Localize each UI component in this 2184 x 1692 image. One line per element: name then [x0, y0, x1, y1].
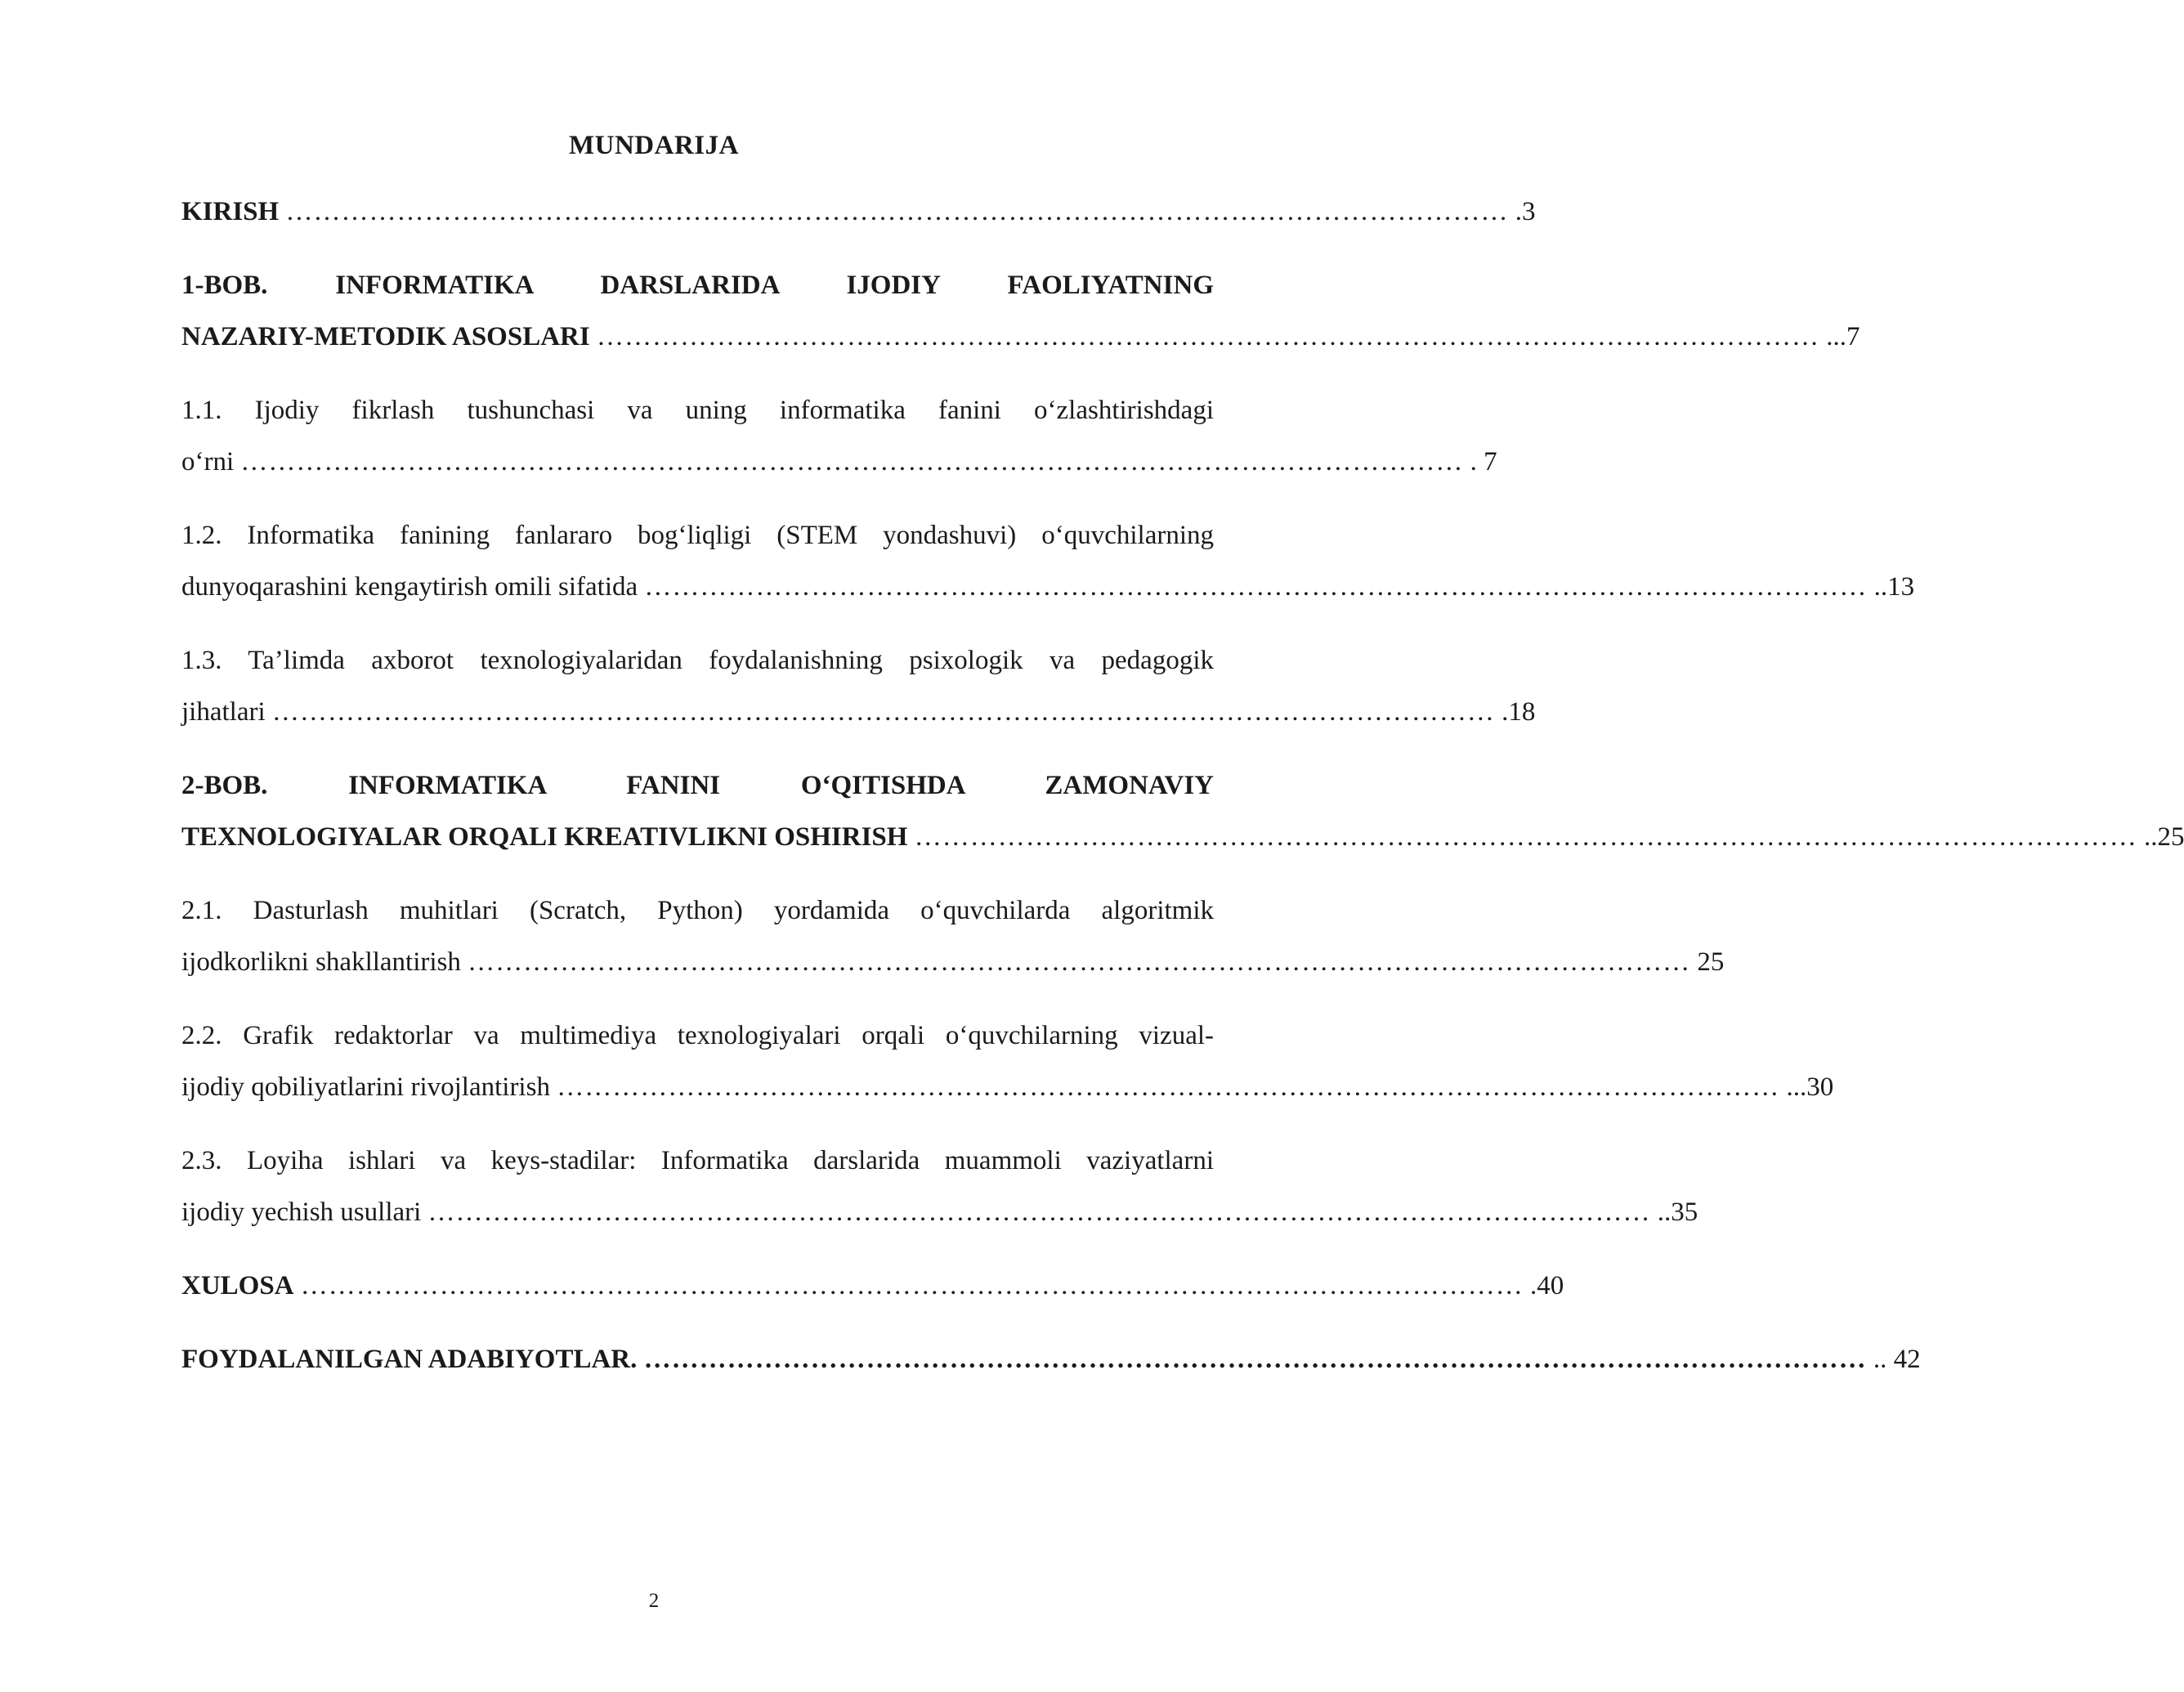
dot-leader: …………………………………………………………………………………………………………………… — [644, 572, 1868, 602]
entry-page-number: .. 42 — [1873, 1345, 1921, 1374]
entry-page-number: 25 — [1697, 947, 1725, 977]
entry-title-line-1: 1.1. Ijodiy fikrlash tushunchasi va uning informatika fanini o‘zlashtirishdagi — [181, 396, 1214, 425]
toc-entry-adabiyotlar[interactable] — [181, 1334, 1921, 1385]
entry-page-number: .18 — [1502, 697, 1536, 727]
dot-leader: …………………………………………………………………………………………………………………… — [427, 1197, 1651, 1227]
dot-leader: …………………………………………………………………………………………………………………… — [596, 322, 1819, 351]
toc-entry-kirish[interactable] — [181, 186, 1536, 238]
entry-title-line-2: ijodkorlikni shakllantirish — [181, 947, 461, 977]
entry-title-line-2: ijodiy yechish usullari — [181, 1197, 422, 1227]
entry-title-line-1: 2.2. Grafik redaktorlar va multimediya texnologiyalari orqali o‘quvchilarning vizual- — [181, 1021, 1214, 1050]
entry-page-number: ...7 — [1826, 322, 1860, 351]
toc-entry-section-1-2[interactable] — [181, 510, 1915, 613]
toc-entry-xulosa[interactable] — [181, 1260, 1564, 1312]
page-number: 2 — [648, 1590, 660, 1612]
dot-leader: …………………………………………………………………………………………………………………… — [240, 447, 1464, 477]
entry-title-line-1: 2.3. Loyiha ishlari va keys-stadilar: Informatika darslarida muammoli vaziyatlarni — [181, 1146, 1214, 1175]
dot-leader: …………………………………………………………………………………………………………………… — [643, 1345, 1867, 1374]
entry-title-line-2: NAZARIY-METODIK ASOSLARI — [181, 322, 590, 351]
entry-title-line-1: 1.2. Informatika fanining fanlararo bog‘liqligi (STEM yondashuvi) o‘quvchilarning — [181, 521, 1214, 550]
entry-title-line-1: 2.1. Dasturlash muhitlari (Scratch, Python) yordamida o‘quvchilarda algoritmik — [181, 896, 1214, 925]
dot-leader: …………………………………………………………………………………………………………………… — [468, 947, 1691, 977]
entry-page-number: ..25 — [2143, 822, 2184, 852]
entry-title: FOYDALANILGAN ADABIYOTLAR. — [181, 1345, 638, 1374]
entry-title-line-2: o‘rni — [181, 447, 235, 477]
entry-title-line-2: jihatlari — [181, 697, 266, 727]
entry-page-number: . 7 — [1470, 447, 1497, 477]
toc-title: MUNDARIJA — [569, 131, 739, 160]
dot-leader: …………………………………………………………………………………………………………………… — [285, 197, 1509, 226]
entry-title: XULOSA — [181, 1271, 294, 1300]
table-of-contents — [181, 186, 2184, 1408]
toc-entry-section-2-1[interactable] — [181, 885, 1725, 988]
entry-page-number: ..13 — [1873, 572, 1915, 602]
entry-page-number: .3 — [1515, 197, 1536, 226]
toc-entry-section-2-3[interactable] — [181, 1135, 1698, 1238]
entry-page-number: ..35 — [1657, 1197, 1698, 1227]
entry-title-line-1: 2-BOB. INFORMATIKA FANINI O‘QITISHDA ZAMONAVIY — [181, 771, 1214, 800]
dot-leader: …………………………………………………………………………………………………………………… — [557, 1072, 1780, 1102]
entry-title: KIRISH — [181, 197, 280, 226]
toc-entry-section-2-2[interactable] — [181, 1010, 1834, 1113]
entry-title-line-1: 1-BOB. INFORMATIKA DARSLARIDA IJODIY FAOLIYATNING — [181, 271, 1214, 300]
dot-leader: …………………………………………………………………………………………………………………… — [914, 822, 2137, 852]
dot-leader: …………………………………………………………………………………………………………………… — [300, 1271, 1524, 1300]
entry-page-number: .40 — [1530, 1271, 1564, 1300]
dot-leader: …………………………………………………………………………………………………………………… — [271, 697, 1495, 727]
toc-entry-chapter-2[interactable] — [181, 760, 2184, 863]
entry-page-number: ...30 — [1786, 1072, 1834, 1102]
toc-entry-section-1-1[interactable] — [181, 385, 1497, 488]
entry-title-line-2: TEXNOLOGIYALAR ORQALI KREATIVLIKNI OSHIRISH — [181, 822, 908, 852]
entry-title-line-2: dunyoqarashini kengaytirish omili sifatida — [181, 572, 638, 602]
toc-entry-section-1-3[interactable] — [181, 635, 1536, 738]
entry-title-line-1: 1.3. Ta’limda axborot texnologiyalaridan foydalanishning psixologik va pedagogik — [181, 646, 1214, 675]
entry-title-line-2: ijodiy qobiliyatlarini rivojlantirish — [181, 1072, 550, 1102]
toc-entry-chapter-1[interactable] — [181, 260, 1860, 363]
